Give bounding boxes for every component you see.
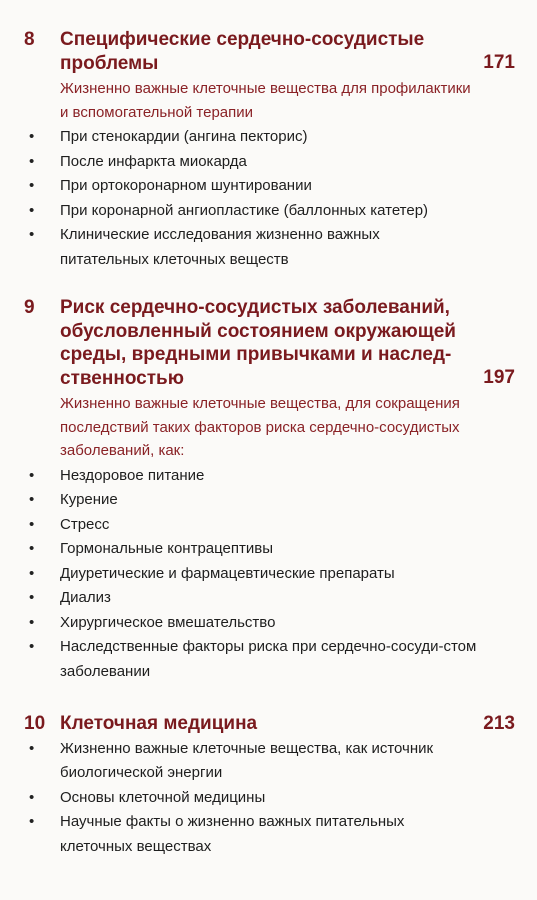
toc-section-10 — [0, 712, 537, 859]
section-number: 9 — [24, 297, 35, 318]
bullet-icon: • — [29, 177, 35, 194]
bullet-icon: • — [29, 788, 35, 806]
bullet-icon: • — [29, 226, 35, 243]
list-item: • Гормональные контрацептивы — [0, 537, 537, 562]
section-heading[interactable] — [0, 296, 537, 390]
section-title: Клеточная медицина — [60, 713, 258, 734]
list-item: • Курение — [0, 488, 537, 513]
list-item: • Научные факты о жизненно важных питательных клеточных веществах — [0, 810, 537, 859]
section-items-list — [0, 737, 537, 860]
bullet-icon: • — [29, 638, 35, 655]
bullet-icon: • — [29, 466, 35, 484]
toc-section-8 — [0, 28, 537, 272]
section-heading[interactable] — [0, 28, 537, 75]
section-page-number: 197 — [483, 367, 515, 388]
bullet-icon: • — [29, 128, 35, 145]
bullet-icon: • — [29, 152, 35, 170]
list-item: • Клинические исследования жизненно важных питательных клеточных веществ — [0, 223, 537, 272]
bullet-icon: • — [29, 613, 35, 631]
section-items-list — [0, 464, 537, 685]
list-item: • Основы клеточной медицины — [0, 786, 537, 811]
list-item: • Наследственные факторы риска при сердечно-сосуди-стом заболевании — [0, 635, 537, 684]
section-number: 10 — [24, 713, 46, 734]
list-item: • При ортокоронарном шунтировании — [0, 174, 537, 199]
list-item: • После инфаркта миокарда — [0, 150, 537, 175]
bullet-icon: • — [29, 564, 35, 582]
section-heading[interactable] — [0, 712, 537, 736]
bullet-icon: • — [29, 589, 35, 606]
list-item: • Нездоровое питание — [0, 464, 537, 489]
section-title: Риск сердечно-сосудистых заболеваний, обусловленный состоянием окружающей среды, вредными привычками и наслед-ственностью — [60, 297, 456, 389]
toc-section-9 — [0, 296, 537, 684]
bullet-icon: • — [29, 739, 35, 757]
section-subtitle: Жизненно важные клеточные вещества, для сокращения последствий таких факторов риска сердечно-сосудистых заболеваний, как: — [60, 395, 460, 459]
section-items-list — [0, 125, 537, 272]
section-title: Специфические сердечно-сосудистые проблемы — [60, 29, 425, 74]
section-page-number: 171 — [483, 52, 515, 73]
list-item: • Жизненно важные клеточные вещества, как источник биологической энергии — [0, 737, 537, 786]
bullet-icon: • — [29, 515, 35, 533]
list-item: • Диуретические и фармацевтические препараты — [0, 562, 537, 587]
list-item: • Диализ — [0, 586, 537, 611]
list-item: • При коронарной ангиопластике (баллонных катетер) — [0, 199, 537, 224]
bullet-icon: • — [29, 813, 35, 830]
list-item: • Стресс — [0, 513, 537, 538]
bullet-icon: • — [29, 491, 35, 508]
bullet-icon: • — [29, 201, 35, 219]
list-item: • Хирургическое вмешательство — [0, 611, 537, 636]
section-page-number: 213 — [483, 712, 515, 734]
list-item: • При стенокардии (ангина пекторис) — [0, 125, 537, 150]
bullet-icon: • — [29, 540, 35, 557]
section-number: 8 — [24, 29, 35, 50]
section-subtitle: Жизненно важные клеточные вещества для профилактики и вспомогательной терапии — [60, 80, 471, 121]
